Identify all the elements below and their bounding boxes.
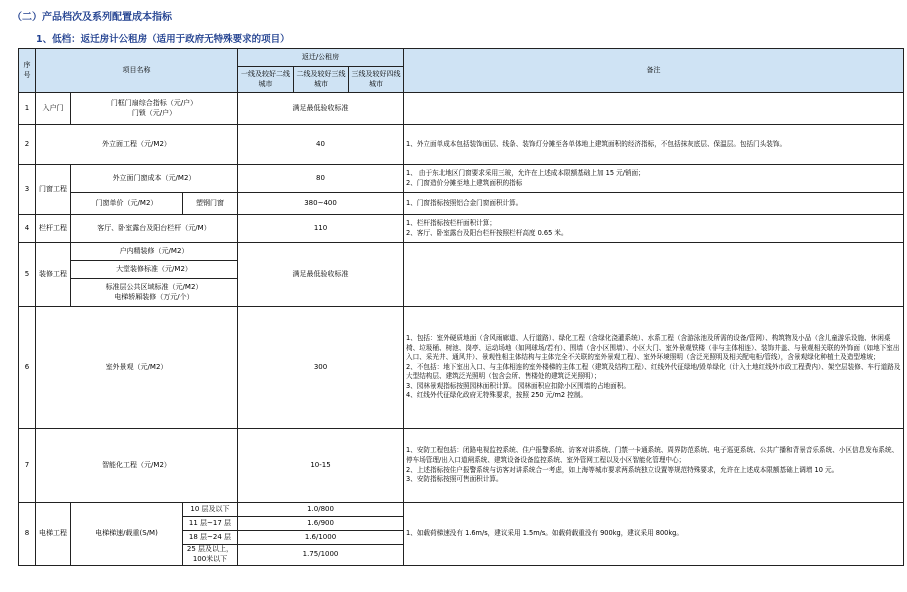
- row-value: 110: [238, 215, 404, 243]
- table-header-row: [19, 49, 904, 67]
- row-category: 电梯工程: [36, 503, 71, 566]
- table-row: [19, 193, 904, 215]
- table-row: [19, 125, 904, 165]
- row-seq: 8: [19, 503, 36, 566]
- header-group: 返迁/公租房: [238, 49, 404, 67]
- row-value: 300: [238, 307, 404, 429]
- row-item: 门框门扇综合指标（元/户） 门锁（元/户）: [71, 93, 238, 125]
- row-value: 40: [238, 125, 404, 165]
- row-seq: 2: [19, 125, 36, 165]
- row-item: 外立面门窗成本（元/M2）: [71, 165, 238, 193]
- table-row: [19, 503, 904, 517]
- row-value: 满足最低验收标准: [238, 243, 404, 307]
- row-value: 380~400: [238, 193, 404, 215]
- cost-index-table: [18, 48, 904, 566]
- row-category: 栏杆工程: [36, 215, 71, 243]
- row-item: 客厅、卧室露台及阳台栏杆（元/M）: [71, 215, 238, 243]
- row-item: 门窗单价（元/M2）: [71, 193, 183, 215]
- row-note: [404, 243, 904, 307]
- row-floor-label: 10 层及以下: [183, 503, 238, 517]
- row-value: 1.0/800: [238, 503, 404, 517]
- row-category: 门窗工程: [36, 165, 71, 215]
- row-floor-label: 18 层~24 层: [183, 531, 238, 545]
- row-item: 户内精装修（元/M2）: [71, 243, 238, 261]
- row-item: 电梯梯速/载重(S/M): [71, 503, 183, 566]
- row-value: 满足最低验收标准: [238, 93, 404, 125]
- table-row: [19, 215, 904, 243]
- header-remark: 备注: [404, 49, 904, 93]
- row-seq: 3: [19, 165, 36, 215]
- table-row: [19, 243, 904, 261]
- row-note: [404, 93, 904, 125]
- row-item: 外立面工程（元/M2）: [36, 125, 238, 165]
- header-col-c: 三线及较好四线城市: [349, 67, 404, 93]
- table-row: [19, 307, 904, 429]
- row-item: 智能化工程（元/M2）: [36, 429, 238, 503]
- row-note: 1、安防工程包括：闭路电视监控系统、住户报警系统、访客对讲系统、门禁一卡通系统、周界防范系统、电子巡更系统、公共广播和背景音乐系统、小区信息发布系统、停车场管理/出入口道闸系统、建筑设备设备监控系统、室外管网工程以及小区智能化管理中心； 2、上述指标按住户报警系统与访客对讲系统合一考虑，如上海等城市要求两系统独立设置等规范特殊要求，允许在上述成本限额基础上调增 10 元。 3、安防指标按照可售面积计算。: [404, 429, 904, 503]
- row-seq: 7: [19, 429, 36, 503]
- row-value: 10-15: [238, 429, 404, 503]
- row-floor-label: 25 层及以上，100米以下: [183, 545, 238, 566]
- table-row: [19, 429, 904, 503]
- table-row: [19, 165, 904, 193]
- row-item-type: 塑钢门窗: [183, 193, 238, 215]
- row-value: 1.6/1000: [238, 531, 404, 545]
- row-item: 大堂装修标准（元/M2）: [71, 261, 238, 279]
- section-title: （二）产品档次及系列配置成本指标: [12, 12, 172, 23]
- header-col-b: 二线及较好三线城市: [294, 67, 349, 93]
- row-category: 装修工程: [36, 243, 71, 307]
- row-note: 1、 由于东北地区门窗要求采用三玻，允许在上述成本限额基础上加 15 元/销面； 2、门窗造价分摊至地上建筑面积的指标: [404, 165, 904, 193]
- row-note: 1、门窗指标按照铝合金门窗面积计算。: [404, 193, 904, 215]
- row-floor-label: 11 层~17 层: [183, 517, 238, 531]
- row-note: 1、栏杆指标按栏杆面积计算； 2、客厅、卧室露台及阳台栏杆按照栏杆高度 0.65 米。: [404, 215, 904, 243]
- header-item-name: 项目名称: [36, 49, 238, 93]
- table-row: [19, 93, 904, 125]
- row-seq: 6: [19, 307, 36, 429]
- row-value: 1.6/900: [238, 517, 404, 531]
- subsection-title: 1、低档：返迁房计公租房（适用于政府无特殊要求的项目）: [36, 34, 290, 45]
- row-value: 1.75/1000: [238, 545, 404, 566]
- row-seq: 1: [19, 93, 36, 125]
- row-note: 1、外立面单成本包括装饰面层、线条、装饰灯分摊至各单体地上建筑面积的经济指标，不包括抹灰底层、保温层。包括门头装饰。: [404, 125, 904, 165]
- header-seq: 序号: [19, 49, 36, 93]
- header-col-a: 一线及较好二线城市: [238, 67, 294, 93]
- row-value: 80: [238, 165, 404, 193]
- row-item: 室外景观（元/M2）: [36, 307, 238, 429]
- row-seq: 5: [19, 243, 36, 307]
- row-note: 1、如载荷梯速没有 1.6m/s，建议采用 1.5m/s。如载荷载重没有 900kg，建议采用 800kg。: [404, 503, 904, 566]
- row-item: 标准层公共区域标准（元/M2） 电梯轿厢装修（万元/个）: [71, 279, 238, 307]
- row-category: 入户门: [36, 93, 71, 125]
- row-seq: 4: [19, 215, 36, 243]
- row-note: 1、包括：室外硬质地面（含风雨廊道、人行道路）、绿化工程（含绿化浇灌系统）、水系工程（含游泳池及所需的设备/管网）、构筑物及小品（含儿童游乐设施、休闲桌椅、垃圾桶、树池、岗亭、运动场地（如网球场/若有）、围墙（含小区围墙）、小区大门、室外景观铁楼（非与主体相连）、装饰井盖、与景观相关联的外饰面（如地下室出入口、采光井、通风井）、景观性相主体结构与主体完全不关联的室外景观工程）、室外环境照明（含泛光照明及相关配电柜/管线），含景观绿化种植土及造型堆坡； 2、不包括：地下室出入口、与主体相连的室外楼梯的主体工程（建筑及结构工程）、红线外代征绿地/毁单绿化（计入土地红线外市政工程费内）、架空层装修、车行道路及大型结构层、建筑泛光照明（包含会所、售楼处的建筑泛光照明）； 3、园林景观指标按照园林面积计算。 园林面积应扣除小区围墙的占地面积。 4、红线外代征绿化政府无特殊要求，按照 250 元/m2 控制。: [404, 307, 904, 429]
